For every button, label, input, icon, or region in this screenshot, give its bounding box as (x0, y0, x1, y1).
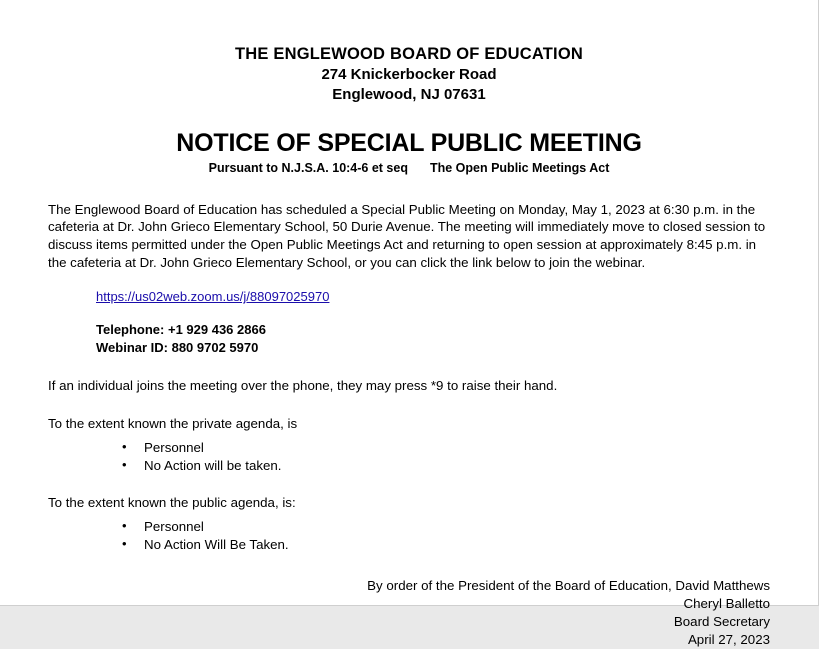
list-item: • No Action will be taken. (122, 457, 770, 475)
signature-order-line: By order of the President of the Board of Education, David Matthews (367, 578, 770, 594)
organization-name: THE ENGLEWOOD BOARD OF EDUCATION (234, 45, 583, 63)
signature-name: Cheryl Balletto (683, 596, 770, 612)
meeting-details-paragraph: The Englewood Board of Education has scheduled a Special Public Meeting on Monday, May 1, 2023 at 6:30 p.m. in the cafeteria at Dr. John Grieco Elementary School, 50 Durie Avenue. The meeting will immediately move to closed session to discuss items permitted under the Open Public Meetings Act and returning to open session at approximately 8:45 p.m. in the cafeteria at Dr. John Grieco Elementary School, or you can click the link below to join the webinar. (48, 201, 766, 270)
list-item: • Personnel (122, 518, 770, 536)
signature-date: April 27, 2023 (687, 631, 770, 647)
statute-citation: Pursuant to N.J.S.A. 10:4-6 et seq (208, 160, 408, 175)
list-item: • No Action Will Be Taken. (122, 536, 770, 554)
private-agenda-list (48, 439, 770, 474)
webinar-id: Webinar ID: 880 9702 5970 (96, 340, 259, 356)
public-agenda-list (48, 518, 770, 553)
notice-subtitle (48, 161, 770, 175)
act-name: The Open Public Meetings Act (429, 160, 610, 175)
list-item: • Personnel (122, 439, 770, 457)
signature-title: Board Secretary (673, 614, 770, 630)
telephone-number: Telephone: +1 929 436 2866 (96, 322, 266, 338)
public-agenda-intro: To the extent known the public agenda, is: (48, 495, 296, 511)
organization-street: 274 Knickerbocker Road (321, 66, 497, 84)
dial-in-block (48, 321, 770, 357)
signature-block (48, 577, 770, 649)
raise-hand-paragraph: If an individual joins the meeting over the phone, they may press *9 to raise their hand. (48, 378, 558, 394)
page-title: NOTICE OF SPECIAL PUBLIC MEETING (176, 129, 642, 158)
zoom-link-row (48, 289, 770, 304)
document-content (48, 44, 770, 649)
organization-city-state-zip: Englewood, NJ 07631 (332, 85, 486, 103)
letterhead (48, 44, 770, 104)
zoom-webinar-link[interactable]: https://us02web.zoom.us/j/88097025970 (96, 289, 330, 305)
private-agenda-intro: To the extent known the private agenda, is (48, 416, 298, 432)
